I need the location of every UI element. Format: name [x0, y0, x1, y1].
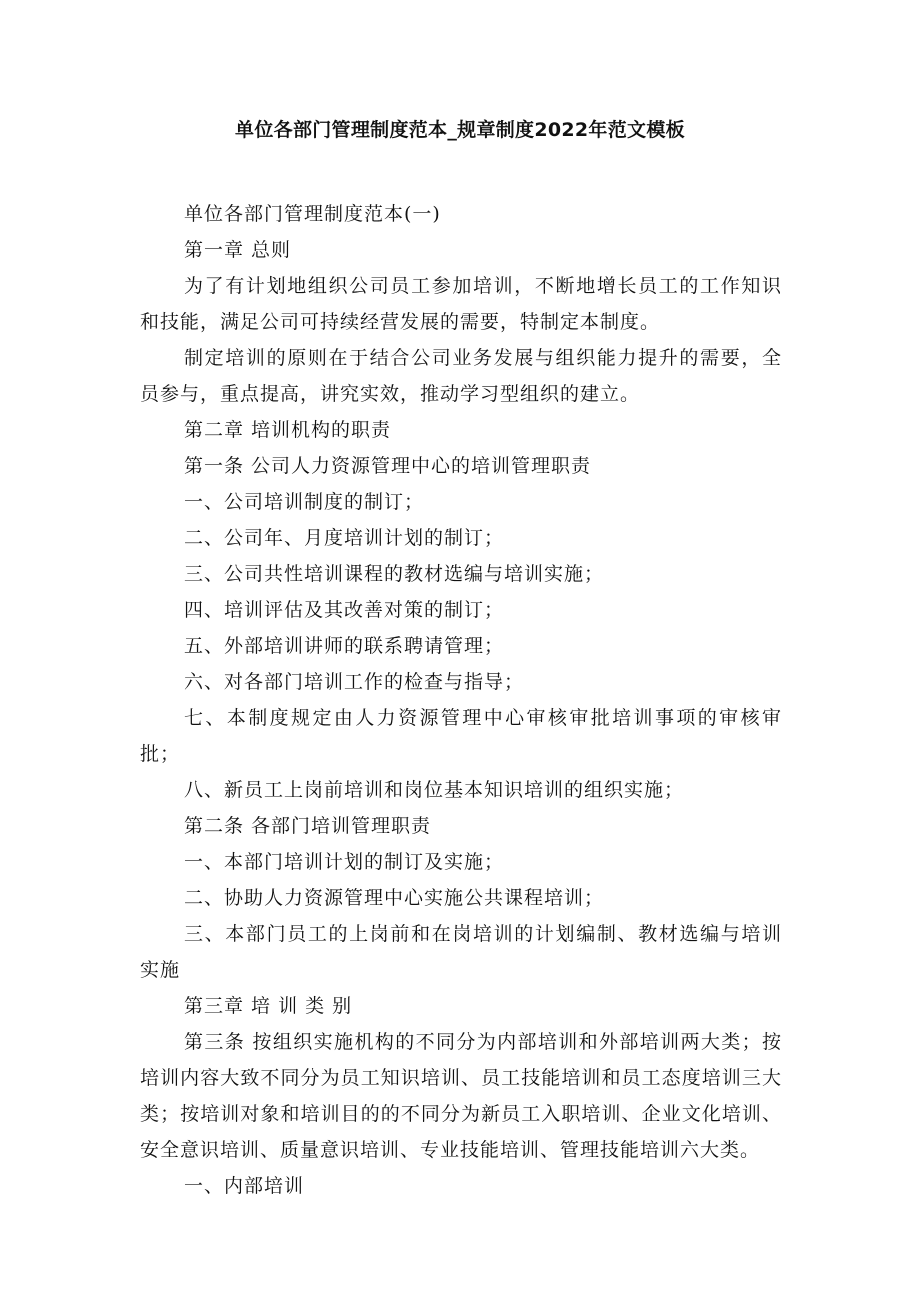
chapter-heading: 第三章 培 训 类 别: [184, 995, 353, 1017]
list-item: 五、外部培训讲师的联系聘请管理；: [184, 635, 505, 657]
list-item: 一、本部门培训计划的制订及实施；: [184, 851, 505, 873]
list-item: 七、本制度规定由人力资源管理中心审核审批培训事项的审核审批；: [140, 707, 782, 765]
list-item: 三、公司共性培训课程的教材选编与培训实施；: [184, 563, 605, 585]
chapter-heading: 第一章 总则: [184, 239, 292, 261]
paragraph-heading: 单位各部门管理制度范本(一): [184, 203, 441, 225]
list-item: 一、内部培训: [184, 1175, 305, 1197]
list-item: 四、培训评估及其改善对策的制订；: [184, 599, 505, 621]
list-item: 二、公司年、月度培训计划的制订；: [184, 527, 505, 549]
list-item: 三、本部门员工的上岗前和在岗培训的计划编制、教材选编与培训实施: [140, 923, 782, 981]
list-item: 一、公司培训制度的制订；: [184, 491, 425, 513]
chapter-heading: 第二章 培训机构的职责: [184, 419, 392, 441]
article-heading: 第一条 公司人力资源管理中心的培训管理职责: [184, 455, 592, 477]
list-item: 二、协助人力资源管理中心实施公共课程培训；: [184, 887, 605, 909]
article-heading: 第二条 各部门培训管理职责: [184, 815, 432, 837]
document-title: 单位各部门管理制度范本_规章制度2022年范文模板: [235, 119, 685, 141]
list-item: 八、新员工上岗前培训和岗位基本知识培训的组织实施；: [184, 779, 685, 801]
list-item: 六、对各部门培训工作的检查与指导；: [184, 671, 525, 693]
document-body: [140, 196, 782, 1204]
paragraph: 第三条 按组织实施机构的不同分为内部培训和外部培训两大类；按培训内容大致不同分为员工知识培训、员工技能培训和员工态度培训三大类；按培训对象和培训目的的不同分为新员工入职培训、企业文化培训、安全意识培训、质量意识培训、专业技能培训、管理技能培训六大类。: [140, 1031, 782, 1161]
paragraph: 制定培训的原则在于结合公司业务发展与组织能力提升的需要，全员参与，重点提高，讲究实效，推动学习型组织的建立。: [140, 347, 782, 405]
paragraph: 为了有计划地组织公司员工参加培训，不断地增长员工的工作知识和技能，满足公司可持续经营发展的需要，特制定本制度。: [140, 275, 782, 333]
